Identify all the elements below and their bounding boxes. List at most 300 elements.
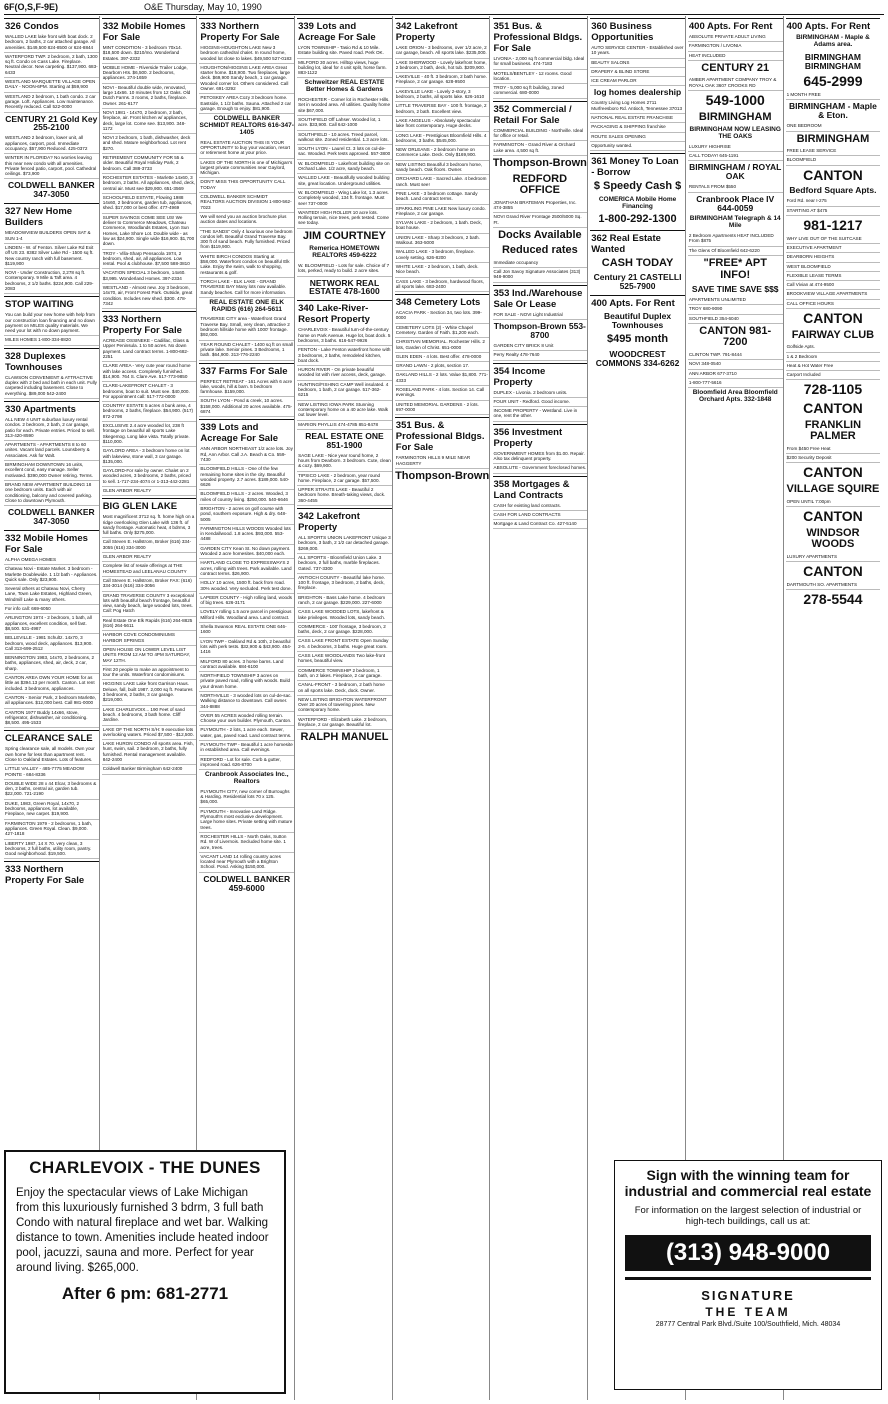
classified-ad: REAL ESTATE ONE 851-1900: [305, 430, 384, 450]
classified-ad: Cranbrook Associates Inc., Realtors: [204, 771, 289, 786]
classified-ad: ABSOLUTE PRIVATE ADULT LIVING: [688, 33, 783, 42]
classified-ad: CEMETERY LOTS (2) - White Chapel Cemetery. Garden of Faith. $1,200 each.: [395, 324, 490, 339]
classified-ad: WESTLAND MARQUETTE VILLAGE OPEN DAILY - NOON-6PM. Starting at $59,900: [4, 78, 99, 93]
classified-ad: NEW LISTING BRIGHTON WATERFRONT Over 20 acres of towering pines. New contemporary home.: [297, 696, 392, 716]
classified-ad: You can build your new home with help from our construction loan financing and no down payment on MILES quality materials. We need your lot with no down payment.: [4, 311, 99, 336]
classified-ad: JIM COURTNEY: [302, 229, 386, 242]
classified-ad: FREE LEASE SERVICE: [786, 147, 881, 156]
classified-ad: LINDEN - W. of Fenton. Silver Lake Rd Exit off US 23. 8382 Silver Lake Rd - 1500 sq ft. New country ranch with full basement. $119,900: [4, 244, 99, 269]
classified-ad: BRIGHTON - Bass Lake home. 4 bedroom ranch, 2 car garage. $229,000. 227-6000: [297, 594, 392, 609]
classified-ad: SAVE TIME SAVE $$$: [691, 284, 779, 295]
classified-ad: Bedford Square Apts.: [789, 185, 877, 196]
classified-ad: LAKE OF THE NORTH S/H: 9 executive lots overlooking waters. Priced $7,500 - $12,500.: [102, 726, 197, 741]
classified-ad: The Glens Of Bloomfield 642-6220: [688, 247, 783, 256]
classified-ad: Mortgage & Land Contract Co. 427-5140: [493, 520, 588, 529]
classified-ad: Beautiful Duplex Townhouses: [604, 311, 672, 331]
classified-ad: Complete list of resale offerings at THE HOMESTEAD and LEELANAU COUNTY: [102, 562, 197, 577]
classified-ad: COUNTRY ESTATE 5 acres 4 bunk area, 4 bedrooms, 2 baths, fireplace. $54,900. (517) 872-2798: [102, 402, 197, 422]
classified-ad: CHARLEVOIX - Beautiful turn-of-the-century home on Park Avenue. Huge lot, boat dock. 5 bedrooms, 3 baths. 616-547-9926: [297, 326, 392, 346]
classified-ad: CANTON: [803, 464, 863, 481]
classified-ad: WESTLAND - Almost new. Joy 3 bedroom, 14x70, air, Front Forest Park. Outside, great condition. Includes new shed. $300. 478-7342: [102, 284, 197, 309]
classified-ad: HIGGINS-HOUGHTON LAKE New 3 bedroom cathedral chalet. In round home, wooded lot close to lakes. $49,500 527-0183: [199, 44, 294, 64]
classified-ad: CASS LAKE - 3 bedroom, hardwood floors, all sports lake. 683-2400: [395, 278, 490, 293]
classified-ad: ROCHESTER - Corner lot in Rochester Hills. Set in wooded area. All utilities. Quality home site $67,000.: [297, 96, 392, 116]
classified-ad: HARBOR COVE CONDOMINIUMS HARBOR SPRINGS: [102, 631, 197, 646]
classified-ad: $495 month: [606, 333, 669, 346]
classified-ad: GRAND TRAVERSE COUNTY 3 exceptional lots with beautiful beach frontage, beautiful view, sandy beach, large wooded lots, trees. Call: Pog Hatch: [102, 592, 197, 617]
classified-ad: WANTED! HIGH ROLLER 10 acre lots. Rolling terrain, nice trees, perk tested. Come see today.: [297, 209, 392, 229]
classified-ad: GOVERNMENT HOMES from $1.00. Repair. Also tax delinquent property.: [493, 450, 588, 465]
classified-ad: GAYLORD-For sale by owner. Chalet on 2 wooded acres, 3 bedrooms, 2 baths, priced to sell. 1-717-234-4074 or 1-313-442-2281: [102, 467, 197, 487]
classified-ad: WEST BLOOMFIELD: [786, 263, 881, 272]
classified-ad: TRAVERSE CITY area - Waterfront Grand Traverse Bay. Small, very clean, attractive 2 bedroom hillside home with 1000' frontage. $92,000.: [199, 315, 294, 340]
classified-ad: FOUR UNIT - Redford. Good income.: [493, 398, 588, 407]
classified-ad: BRAND NEW APARTMENT BUILDING 18 one bedroom units. Each with air conditioning, balcony and covered parking. Close to downtown Plymouth.: [4, 481, 99, 506]
classified-ad: 1-800-292-1300: [598, 213, 677, 226]
classified-ad: FENTON - Lake Fenton waterfront home with 3 bedrooms, 2 baths, remodeled kitchen, boat dock.: [297, 346, 392, 366]
classified-ad: Cranbrook Place IV 644-0059: [696, 193, 775, 213]
classified-ad: SCHOOLFIELD ESTATE, Flowing 1988 14x60, 2 bedrooms, garden tub, appliances, shed. $17,000 or best offer. 477-4969: [102, 194, 197, 214]
classified-ad: GRAND LAWN - 2 plots, section 17.: [395, 362, 490, 371]
signature-display-ad: [614, 1160, 882, 1390]
classified-ad: SOUTHFIELD 354-6040: [688, 315, 783, 324]
classified-ad: BIRMINGHAM: [796, 132, 870, 145]
classified-ad: LAKE SHERWOOD - Lovely lakefront home, 2 bedroom, 2 bath, deck, hot tub. $209,900.: [395, 59, 490, 74]
section-heading: 400 Apts. For Rent: [590, 295, 685, 310]
classified-ad: LITTLE TRAVERSE BAY - 100 ft. frontage, 2 bedroom, 2 bath. Excellent view.: [395, 102, 490, 117]
classified-ad: NATIONAL REAL ESTATE FRANCHISE: [590, 114, 685, 123]
classified-ad: BIRMINGHAM DOWNTOWN 16 units, excellent cond, easy manage. Seller motivated. $390,000 Owner retiring. Terms.: [4, 461, 99, 481]
classified-ad: COLDWELL BANKER SCHMIDT REALTORS 616-347-1405: [199, 115, 294, 136]
classified-ad: LAKE CHARLEVOIX... 190 Feet of sand beach. 4 bedrooms, 3 bath home. Cliff Jardine.: [102, 706, 197, 726]
classified-ad: Coldwell Banker Birmingham 642-2400: [102, 765, 197, 774]
classified-ad: CANTON - Senior Park, 2 bedroom Marlette, all appliances. $12,000 best. Call 981-0000: [4, 694, 99, 709]
charlevoix-body: Enjoy the spectacular views of Lake Michigan from this luxuriously furnished 3 bdrm, 3 full bath Condo with natural fireplace and wet bar. Walking distance to town. Amenities include heated indoor pool, jacuzzi, sauna and more. Perfect for year around living. $265,000.: [16, 1187, 269, 1274]
classified-ad: Docks Available: [498, 228, 582, 241]
classified-ad: 1 & 2 Bedroom: [786, 353, 881, 362]
classified-ad: LONG LAKE - Prestigious Bloomfield Hills. 4 bedrooms, 3 baths. $545,000.: [395, 132, 490, 147]
classified-ad: STARTING AT $475: [786, 207, 881, 216]
classified-ad: WALLED LAKE - Beautifully wooded building site, great location. Underground utilities.: [297, 174, 392, 189]
classified-ad: PERFECT RETREAT - 161 Acres with 6 acre lake, woods, hill & barn. 5 bedroom farmhouse. $159,000.: [199, 378, 294, 398]
section-heading: 328 Duplexes Townhouses: [4, 348, 99, 374]
classified-ad: BIRMINGHAM - Maple & Eton.: [789, 101, 877, 121]
classified-ad: BIRMINGHAM BIRMINGHAM: [804, 51, 862, 71]
classified-ad: VACATION SPECIAL 3 bedroom, 14x60. $3,995. Wonderland Homes. 397-2334: [102, 269, 197, 284]
classified-ad: ALL SPORTS - Bloomfield Union Lake. 3 bedroom, 2 full baths, marble fireplaces. Gated. 737-3300: [297, 554, 392, 574]
section-heading: 351 Bus. & Professional Bldgs. For Sale: [395, 417, 490, 454]
classified-ad: ICE CREAM PARLOR: [590, 77, 685, 86]
classified-ad: VACANT LAND 14 rolling country acres located near Plymouth with a Brighton School. Pond. Asking $150,000.: [199, 853, 294, 873]
section-heading: 356 Investment Property: [493, 424, 588, 450]
classified-ad: PLYMOUTH CITY, new corner of Burroughs & Harding. Residential lots 70 x 125. $65,000.: [199, 788, 294, 808]
classified-ad: Thompson-Brown 553-8700: [493, 321, 586, 340]
classified-ad: Spring clearance sale, all models. Own your own home for less than apartment rent. Close to Oakland Estates. Lots of features.: [4, 745, 99, 765]
classified-ad: JONATHAN BRATEMAN Properties, Inc. 474-3855: [493, 199, 588, 214]
section-heading: 330 Apartments: [4, 401, 99, 416]
charlevoix-phone: After 6 pm: 681-2771: [61, 1284, 229, 1303]
masthead: [4, 2, 884, 15]
classified-ad: BEAUTY SALONS: [590, 59, 685, 68]
classified-ad: Carport Included: [786, 371, 881, 380]
classified-ad: NEW LISTING Beautiful 3 bedroom home, sandy beach. Oak floors. Owner.: [395, 161, 490, 176]
classified-ad: FARMINGTON 1979 - 2 bedrooms, 1 bath, appliances. Green Royal. Clean. $9,000. 427-1818: [4, 820, 99, 840]
classified-ad: PACKAGING & SHIPPING franchise: [590, 123, 685, 132]
section-heading: 353 Ind./Warehouse Sale Or Lease: [493, 285, 588, 311]
classified-ad: HARTLAND CLOSE TO EXPRESSWAYS 2 acres, rolling with trees. Park available. Land contract terms. $26,900.: [199, 559, 294, 579]
section-heading: 362 Real Estate Wanted: [590, 230, 685, 256]
classified-ad: MILFORD 30 acres. Hilltop views, huge building lot, ideal for 4 unit split, horse farm. 883-1122: [297, 59, 392, 79]
classified-ad: WINTER IN FLORIDA? No worries leaving this near new condo with all amenities. Private fenced patio, carport, pool. Cathedral ceilings. $73,900: [4, 154, 99, 179]
classified-ad: Country Living Log Homes 2711 Murfreesboro Rd. Antioch, Tennessee 37013: [590, 99, 685, 114]
classified-ad: Call Jon Savoy Signature Associates (313) 948-9000: [493, 268, 588, 283]
classified-ad: COLDWELL BANKER 347-3050: [7, 180, 95, 200]
classified-ad: CANTON: [803, 508, 863, 525]
classified-ad: DRAPERY & BLIND STORE: [590, 68, 685, 77]
sign-rule: [625, 1277, 871, 1280]
section-code: 6F(O,S,F-9E): [4, 2, 59, 12]
classified-ad: Call Steven E. Hallstrom, Broker FAX: (616) 334-3014 (616) 334-3056: [102, 577, 197, 592]
classified-ad: GAYLORD AREA - 3 bedroom home on lot with lakeview, stone wall, 3 car garage. $135,000.: [102, 447, 197, 467]
classified-ad: Most magnificent 3712 sq. ft. home high on a ridge overlooking Glen Lake with 136 ft. of sandy frontage. Automatic heat, 4 bdrms, 3 full baths. Only $275,000.: [102, 513, 197, 538]
classified-ad: Real Estate One Elk Rapids (616) 264-8825 (616) 264-5611: [102, 617, 197, 632]
classified-ad: GARDEN CITY Kean St. No down payment. Wooded 2 acre homesites. $40,000 each.: [199, 545, 294, 560]
classified-ad: GLEN ARBOR REALTY: [102, 553, 197, 562]
section-heading: 327 New Home Builders: [4, 203, 99, 229]
classified-ad: Shella Swanson REAL ESTATE ONE 646-1600: [199, 623, 294, 638]
sign-team: THE TEAM: [705, 1305, 791, 1319]
classified-ad: PLYMOUTH - 2 lots, 1 acre each. Sewer, water, gas, paved road. Land contract terms.: [199, 726, 294, 741]
classified-ad: TROY 680-9090: [688, 305, 783, 314]
classified-ad: Opportunity wanted.: [590, 142, 685, 151]
paper-date: O&E Thursday, May 10, 1990: [144, 2, 262, 12]
classified-ad: MEADOWVIEW BUILDERS OPEN SAT & SUN 1-4: [4, 229, 99, 244]
classified-ad: CASH FOR LAND CONTRACTS: [493, 511, 588, 520]
classified-ad: 549-1000: [705, 92, 765, 109]
classified-ad: BIRMINGHAM Telegraph & 14 Mile: [689, 215, 781, 230]
classified-ad: REAL ESTATE AUCTION THIS IS YOUR OPPORTUNITY to buy your vacation, resort or retirement home at your price.: [199, 139, 294, 159]
classified-ad: LUXURY APARTMENTS: [786, 553, 881, 562]
classified-ad: SOUTHFIELD Off Lahser. Wooded lot, 1 acre. $33,900. Call 642-1000: [297, 116, 392, 131]
classified-ad: WOODCREST COMMONS 334-6262: [595, 348, 680, 368]
classified-ad: BLOOMFIELD HILLS - 2 acres. Wooded, 3 miles of country living. $250,000. 540-6646: [199, 490, 294, 505]
column-6: [493, 16, 589, 1400]
classified-ad: ANN ARBOR NORTHEAST 1/2 acre lots. Joy Rd, Ann Arbor. Call J.A. Beach & Co. 559-7430: [199, 445, 294, 465]
section-heading: 400 Apts. For Rent: [688, 18, 783, 33]
section-heading: 333 Northern Property For Sale: [199, 18, 294, 44]
classified-ad: ARLINGTON 1974 - 2 bedroom, 1 bath, all appliances, excellent condition, sell fast. $8,500. 531-4987: [4, 614, 99, 634]
classified-ad: AMBER APARTMENT COMPANY TROY & ROYAL OAK 3607 CROOKS RD: [688, 76, 783, 91]
classified-ad: ROUTE SALES OPENING: [590, 133, 685, 142]
classified-ad: BELLEVILLE - 1981 Schultz. 14x70, 3 bedroom, wood deck, appliances. $13,900. Call 313-699-2512: [4, 634, 99, 654]
classified-ad: CANTON: [803, 166, 863, 183]
classified-ad: ABSOLUTE - Government foreclosed homes.: [493, 464, 588, 473]
classified-ad: CANAL-FRONT - 3 bedroom, 2 bath home on all sports lake. Deck, dock. Owner.: [297, 681, 392, 696]
signature-logo: SIGNATURE: [701, 1288, 795, 1303]
classified-ad: DUKE, 1983, Green Royal, 14x70, 2 bedrooms, appliances, lot available, Fireplace, new carpet. $19,900.: [4, 800, 99, 820]
section-heading: 342 Lakefront Property: [395, 18, 490, 44]
sign-headline: Sign with the winning team for industrial and commercial real estate: [624, 1167, 872, 1199]
classified-ad: BLOOMFIELD: [786, 156, 881, 165]
charlevoix-display-ad: [4, 1150, 286, 1394]
classified-ad: HURON RIVER - On private beautiful wooded lot with river access, deck, garage.: [297, 366, 392, 381]
charlevoix-title: CHARLEVOIX - THE DUNES: [29, 1158, 261, 1177]
classified-ad: LAKEVILLE LAKE - Lovely 2-story, 3 bedroom, 2 baths, all sports lake. 626-1610: [395, 88, 490, 103]
section-heading: 354 Income Property: [493, 363, 588, 389]
classified-ad: WALLED LAKE lake front with boat dock. 2 bedroom, 2 baths, 2 car attached garage. All amenities. $149,500 824-8500 or 624-8844: [4, 33, 99, 53]
classified-ad: CENTURY 21: [701, 61, 770, 74]
classified-ad: CALL OFFICE HOURS: [786, 300, 881, 309]
classified-ad: SOUTH LYON - Pond & creek, 10 acres. $158,000. Additional 20 acres available. 475-6874: [199, 397, 294, 417]
classified-ad: BENNINGTON 1983, 14x70, 2 bedrooms, 2 baths, appliances, shed, air, deck, 2 car, sharp.: [4, 654, 99, 674]
section-heading: 340 Lake-River-Resort Property: [297, 300, 392, 326]
classified-ad: COMMERCE TOWNSHIP 2 bedroom, 1 bath, on 2 lakes. Fireplace, 2 car garage.: [297, 667, 392, 682]
classified-ad: EXCLUSIVE 2.4 acre wooded lot, 238 ft frontage on beautiful all sports Lake Skegemog. Long lake vista. Totally private. $110,000.: [102, 422, 197, 447]
classified-ad: DEARBORN HEIGHTS: [786, 253, 881, 262]
classified-ad: UNION LAKE - Sharp 3 bedroom, 2 bath. Walkout. 363-5000: [395, 234, 490, 249]
classified-ad: AUTO SERVICE CENTER - Established over 10 years.: [590, 44, 685, 59]
classified-ad: WALLED LAKE - 3 bedroom, fireplace. Lovely setting. 626-8200: [395, 248, 490, 263]
classified-ad: REDFORD OFFICE: [512, 172, 568, 197]
classified-ad: LYON TWP - Oakland Rd & 10th, 2 beautiful lots with perk tests. $32,900 & $43,900. 454-1416: [199, 638, 294, 658]
classified-ad: TROY - Villa-Sharp Pensacola 1974, 2 bedroom, shed, air, all appliances. Low rental. Pool & clubhouse. $7,500 588-3810: [102, 250, 197, 270]
classified-ad: Ford Rd. near I-275: [786, 197, 881, 206]
classified-ad: $ Speedy Cash $: [593, 180, 682, 193]
classified-ad: Golfside Apts.: [786, 343, 881, 352]
classified-ad: TROY - 5,000 sq ft building, zoned commercial. 680-0000: [493, 84, 588, 99]
classified-ad: BIRMINGHAM NOW LEASING THE OAKS: [689, 126, 781, 141]
section-heading: 342 Lakefront Property: [297, 508, 392, 534]
classified-ad: 728-1105: [803, 381, 863, 398]
classified-ad: DUPLEX - Livonia. 2 bedroom units.: [493, 389, 588, 398]
classified-ad: 1-800-777-5616: [688, 379, 783, 388]
classified-ad: REDFORD - Lot for sale. Curb & gutter, improved road. 626-8700: [199, 756, 294, 771]
column-5: [395, 16, 491, 1400]
classified-ad: OVER 55 ACRES wooded rolling terrain. Choose your own builder. Plymouth, Canton.: [199, 712, 294, 727]
classified-ad: LYON TOWNSHIP - Tasio Rd & 10 Mile. Estate building site. Paved road. Perk OK.: [297, 44, 392, 59]
section-heading: 332 Mobile Homes For Sale: [4, 530, 99, 556]
classified-ad: ROSELAND PARK - 4 lots. Section 14. Call evenings.: [395, 386, 490, 401]
classified-ad: DON'T MISS THIS OPPORTUNITY CALL TODAY: [199, 178, 294, 193]
classified-ad: NOVI - Under Construction, 2,278 sq ft. Contemporary. 9 Mile & Taft area. 4 bedrooms, 2 1/2 baths. $224,900. Call 229-2083: [4, 269, 99, 294]
classified-ad: COLDWELL BANKER 347-3050: [7, 507, 95, 527]
classified-ad: OPEN HOUSE ON LOWER LEVEL LIST UNITS FROM 12 AM TO 4PM SATURDAY, MAY 12TH.: [102, 646, 197, 666]
classified-ad: WESTLAND 2 bedroom, lower unit, all appliances, carport, pool. Immediate occupancy. $57,900 Reduced. 425-0372: [4, 134, 99, 154]
classified-ad: ACREAGE OSSINEKE - Cadillac, Glass & Upper Peninsula. 1 to 50 acres. No down payment. Land contract terms. 1-800-682-2251: [102, 337, 197, 362]
classified-ad: GARDEN CITY BRICK 8 Unit: [493, 342, 588, 351]
classified-ad: HOLLY 10 acres, 1500 ft. back from road. 30% wooded. Very secluded. Perk test done.: [199, 579, 294, 594]
classified-ad: WINDSOR WOODS: [806, 526, 860, 551]
classified-ad: W. BLOOMFIELD - Lakefront building site on Orchard Lake. 1/2 acre, sandy beach.: [297, 160, 392, 175]
classified-ad: ANN ARBOR 677-3710: [688, 370, 783, 379]
classified-ad: BIRMINGHAM: [698, 110, 772, 123]
classified-ad: NORTHFIELD TOWNSHIP 3 acres on private paved road, rolling with woods. Build your dream home.: [199, 672, 294, 692]
classified-ad: SOUTH LYON - Laurel Ct. 3 lots on cul-de-sac. Wooded. Perk tests approved. 557-3800: [297, 145, 392, 160]
classified-ad: ORCHARD LAKE - Sacred Lake. 4 bedroom ranch. Must see!: [395, 175, 490, 190]
classified-ad: NOVI 348-0540: [688, 360, 783, 369]
classified-ad: LOVELY rolling 1.5 acre parcel in prestigious Milford Hills. Woodland area. Land contract.: [199, 608, 294, 623]
classified-ad: 981-1217: [803, 216, 863, 233]
classified-ad: NEW ORLEANS - 2 bedroom home on Commerce Lake. Deck. Only $169,900.: [395, 146, 490, 161]
classified-ad: We will send you an auction brochure plus auction dates and locations.: [199, 213, 294, 228]
classified-ad: HIGGINS LAKE Lake front Garrison Haus. Deluxe, fall, built 1987. 2,000 sq ft. Features 3 bedrooms, 2 baths, 3 car garage. $219,000.: [102, 680, 197, 705]
classified-ad: "FREE* APT INFO!: [703, 256, 767, 281]
classified-ad: LAKE ANGELUS - Absolutely spectacular lake front contemporary. Huge decks.: [395, 117, 490, 132]
classified-ad: ONE BEDROOM: [786, 122, 881, 131]
classified-ad: CANTON: [803, 310, 863, 326]
classified-ad: CENTURY 21 Gold Key 255-2100: [5, 113, 98, 133]
classified-ad: TORCH LAKE - ELK LAKE - GRAND TRAVERSE BAY Many lots now available. Sandy beaches. Call for more information.: [199, 278, 294, 298]
classified-ad: CASH for existing land contracts.: [493, 502, 588, 511]
section-heading: 348 Cemetery Lots: [395, 294, 490, 309]
classified-ad: ACACIA PARK - Section 34, two lots. 399-0000: [395, 309, 490, 324]
classified-ad: CASS LAKE FRONT ESTATE Open Sunday 2-5. 4 bedrooms, 3 baths. Huge great room.: [297, 637, 392, 652]
classified-ad: W. BLOOMFIELD - Wing Lake lot, 1.3 acres. Completely wooded, 134 ft. frontage. Must see! 737-0000: [297, 189, 392, 209]
classified-ad: CALL TODAY! 645-1191: [688, 152, 783, 161]
classified-ad: $200 Security Deposit: [786, 454, 881, 463]
classified-ad: NORTHVILLE - 3 wooded lots on cul-de-sac. Walking distance to downtown. Call owner. 344-8888: [199, 692, 294, 712]
classified-ad: MILFORD 80 acres. 3 horse barns. Land contract available. 684-6100: [199, 658, 294, 673]
classified-ad: CANTON: [803, 563, 863, 580]
classified-ad: APARTMENTS UNLIMITED: [688, 296, 783, 305]
classified-ad: "THE SANDS" Only 4 luxurious one bedroom condos left. Beautiful Grand Traverse Bay. 300 ft of sand beach. Fully furnished. Priced from $119,900.: [199, 228, 294, 253]
section-heading: 339 Lots and Acreage For Sale: [199, 419, 294, 445]
section-heading: 339 Lots and Acreage For Sale: [297, 18, 392, 44]
classified-ad: YEAR ROUND CHALET - 1400 sq ft on small private lake. Senior pines. 3 Bedrooms, 1 bath. $64,900. 313-776-2240: [199, 341, 294, 361]
section-heading: 352 Commercial / Retail For Sale: [493, 101, 588, 127]
classified-ad: FARMINGTON HILLS 9 MILE NEAR HAGGERTY: [395, 454, 490, 469]
classified-ad: W. BLOOMFIELD - Lots for sale. Choice of 7 lots, perked, ready to build. 2 acre sites.: [297, 262, 392, 277]
classified-ad: WATERFORD - Elizabeth Lake. 2 bedroom, fireplace, 2 car garage. Beautiful lot.: [297, 716, 392, 731]
classified-ad: NETWORK REAL ESTATE 478-1600: [309, 277, 380, 297]
classified-ad: BIRMINGHAM - Maple & Adams area.: [796, 34, 870, 48]
classified-ad: COMMERCE - 100' frontage, 3 bedroom, 2 baths, deck, 2 car garage. $228,000.: [297, 623, 392, 638]
section-heading: 351 Bus. & Professional Bldgs. For Sale: [493, 18, 588, 55]
classified-ad: CLINTON TWP. 791-8444: [688, 351, 783, 360]
classified-ad: NOVI 2 bedroom, 1 bath, dishwasher, deck and shed. Mature neighborhood. Lot rent $270.: [102, 134, 197, 154]
classified-ad: UPPER STRAITS LAKE - Beautiful 2 bedroom home. Breath-taking views, dock. 360-4455: [297, 486, 392, 506]
classified-ad: Call Steven E. Hallstrom, Broker (616) 334-3055 (616) 334-3000: [102, 538, 197, 553]
classified-ad: MINT CONDITION - 3 bedroom 70x14. $18,500 down. $210/mo. Wonderland Estates. 397-2332: [102, 44, 197, 64]
classified-ad: FRANKLIN PALMER: [804, 418, 862, 443]
classified-ad: LAPEER COUNTY - High rolling land, woods of big trees. 626-3171: [199, 594, 294, 609]
classified-ad: log homes dealership: [593, 87, 682, 98]
classified-ad: LUXURY HIGHRISE: [688, 143, 783, 152]
sign-phone: (313) 948-9000: [625, 1235, 871, 1271]
classified-ad: 2 Bedroom Apartments HEAT INCLUDED From $875: [688, 232, 783, 247]
classified-ad: FARMINGTON HILLS WOODS Wooded lots in Kendallwood. 1.8 acres. $93,000. 553-4488: [199, 525, 294, 545]
classified-ad: ANTIOCH COUNTY - Beautiful lake home. 100 ft. frontage, 3 bedroom, 2 baths, deck, fireplace.: [297, 574, 392, 594]
classified-ad: CANTON: [803, 400, 863, 417]
classified-ad: ALL SPORTS UNION LAKEFRONT Unique 3 bedroom, 3 bath, 2 1/2 car detached garage. $269,000.: [297, 534, 392, 554]
classified-ad: NOVI 1981 - 14x70, 2 bedroom, 2 bath, fireplace, air. Front kitchen w/ appliances, deck, large lot. Come see. $13,900. 348-1172: [102, 109, 197, 134]
classified-ad: WHY LIVE OUT OF THE SUITCASE: [786, 235, 881, 244]
classified-ad: LAKE HURON CONDO All sports area. Fish, hunt, swim, sail. 2 bedroom, 2 baths, fully furnished. Rental management available. 842-2400: [102, 740, 197, 765]
classified-ad: Chateau Novi - Estate Market. 3 bedroom - Marlette Doublewide. 1 1/2 bath - Appliances. Quick sale. Only $23,900.: [4, 565, 99, 585]
classified-ad: VILLAGE SQUIRE: [786, 483, 880, 496]
classified-ad: RETIREMENT COMMUNITY FOR 55 & older. Beautiful Royal Holiday Park, 2 bedroom. Call 388-3733: [102, 154, 197, 174]
classified-ad: MARION PHYLLIS 474-4785 851-8478: [297, 421, 392, 430]
classified-ad: PETOSKEY AREA Cozy 3 bedroom home. Eastside, 1 1/2 baths. Sauna. Attached 2 car garage. Enough to enjoy. $81,900.: [199, 94, 294, 114]
section-heading: 361 Money To Loan - Borrow: [590, 153, 685, 179]
classified-ad: SPARKLING PINE LAKE New luxury condo. Fireplace, 2 car garage.: [395, 205, 490, 220]
classified-ad: NOVI - Beautiful double wide, renovated, large 14x66. 10 minutes from 12 Oaks. Old Dutch Farms. 3 rooms, 2 baths, fireplace. Owner. 261-6177: [102, 84, 197, 109]
section-heading: BIG GLEN LAKE: [102, 498, 197, 513]
classified-ad: PINE LAKE - 3 bedroom cottage. Sandy beach. Land contract terms.: [395, 190, 490, 205]
classified-ad: TIPSICO LAKE - 2 bedroom, year round home. Fireplace, 2 car garage. $57,500.: [297, 472, 392, 487]
classified-ad: CLARE-LAKEFRONT CHALET - 3 bedrooms, boat to suit. Must see. $40,000. For appointment call: 517-772-0000: [102, 382, 197, 402]
classified-ad: MOTELS/BENTLEY - 12 rooms. Good location.: [493, 70, 588, 85]
classified-ad: SAGE LAKE - Nice year round home, 2 hours from Dearborn. 3 bedroom. Cute, clean & cozy. $69,900.: [297, 452, 392, 472]
classified-ad: CANTON AREA OWN YOUR HOME for as little as $394.13 per month. Canton. Lot rent included. 3 bedrooms, appliances.: [4, 674, 99, 694]
classified-ad: CANTON 1977 Buddy 14x66, stove, refrigerator, dishwasher, air conditioning. $8,500. 495-1533: [4, 709, 99, 729]
classified-ad: PLYMOUTH TWP - Beautiful 1 acre homesite in established area. Call evenings.: [199, 741, 294, 756]
classified-ad: Several others at Chateau Novi, Cherry Lane, Town Lake Estates, Highland Green, Windmill Lake & many others.: [4, 585, 99, 605]
classified-ad: WATERFORD TWP. 2 bedroom, 2 bath, 1300 sq ft. Condo on Cass Lake. Fireplace. Neutral decor. New carpeting. $137,900. 683-6433: [4, 53, 99, 78]
classified-ad: LAKE ORION - 3 bedrooms, over 1/2 acre, 2 car garage, beach. All sports lake. $235,000.: [395, 44, 490, 59]
classified-ad: RENTALS FROM $550: [688, 183, 783, 192]
classified-ad: For info call: 669-6050: [4, 605, 99, 614]
classified-ad: WHITE LAKE - 2 bedroom, 1 bath, deck. Nice beach.: [395, 263, 490, 278]
classified-ad: ALL NEW 4 UNIT suburban luxury rental condos. 2 bedroom, 2 bath, 2 car garage, patio for each. Private entries. Priced to sell. 313-420-8590: [4, 416, 99, 441]
classified-ad: Thompson-Brown: [492, 156, 587, 169]
classified-ad: CANTON 981-7200: [699, 324, 772, 349]
classified-ad: COLDWELL BANKER 459-6000: [203, 873, 291, 893]
classified-ad: LAKES OF THE NORTH is one of Michigan's largest private communities near Gaylord, Michigan.: [199, 159, 294, 179]
classified-ad: Perry Realty 478-7640: [493, 351, 588, 360]
classified-ad: UNITED MEMORIAL GARDENS - 2 lots. 697-0000: [395, 401, 490, 416]
classified-ad: Thompson-Brown: [395, 469, 490, 482]
classified-ad: PLYMOUTH - Innovative Land Ridge. Plymouth's most exclusive development. Large home sites. Private setting with mature trees.: [199, 808, 294, 833]
classified-ad: CASH TODAY: [601, 256, 674, 269]
classified-ad: DOUBLE WIDE 28 x 44 Elcar, 3 bedrooms & den, 2 baths, central air, garden tub. $22,000. 721-2190: [4, 780, 99, 800]
classified-ad: CLAWSON CONVENIENT & ATTRACTIVE duplex with 2 bed and bath in each unit. Fully carpeted including basement. Close to everything. $89,000 542-2400: [4, 374, 99, 399]
classified-ad: Century 21 CASTELLI 525-7900: [593, 272, 682, 292]
classified-ad: ROCHESTER ESTATES - Marlette 14x60, 3 bedroom, 2 baths. All appliances, shed, deck, central air. Must see $29,900. 651-3569: [102, 174, 197, 194]
classified-ad: Remerica HOMETOWN REALTORS 459-6222: [309, 245, 380, 260]
classified-ad: FLEXIBLE LEASE TERMS: [786, 272, 881, 281]
classified-ad: FARMINGTON - Grand River & Orchard Lake area. 4,500 sq ft.: [493, 141, 588, 156]
classified-ad: Immediate occupancy: [493, 259, 588, 268]
classified-ad: LAKEVILLE - 40 ft. 3 bedroom, 2 bath home. Fireplace, 2 car garage. 628-9500: [395, 73, 490, 88]
classified-ad: From $450 Free Heat: [786, 445, 881, 454]
classified-ad: MILES HOMES 1-800-334-8820: [4, 336, 99, 345]
sign-subline: For information on the largest selection of industrial or high-tech buildings, call us at:: [634, 1205, 862, 1227]
section-heading: 400 Apts. For Rent: [786, 18, 881, 33]
classified-ad: LIVONIA - 2,000 sq ft commercial bldg. Ideal for small business. 474-7183: [493, 55, 588, 70]
section-heading: CLEARANCE SALE: [4, 730, 99, 745]
classified-ad: WHITE BIRCH CONDOS Starting at $58,000. Waterfront condos on beautiful Elk Lake. Enjoy the swim, walk to shopping, restaurants & golf.: [199, 253, 294, 278]
classified-ad: HEAT INCLUDED: [688, 52, 783, 61]
classified-ad: Bloomfield Area Bloomfield Orchard Apts. 332-1848: [692, 389, 778, 403]
classified-ad: Call Vivian at 474-9500: [786, 281, 881, 290]
classified-ad: 1 MONTH FREE: [786, 91, 881, 100]
classified-ad: COMMERCIAL BUILDING - Northville. Ideal for office or retail.: [493, 127, 588, 142]
classified-ad: HOUGHTON/HIGGINS LAKE AREA Great starter home. $18,900. Two fireplaces, large deck. $69,900 Sandy beach, 1 car garage. Wooded corner lot. Others considered. Call Owner. 691-3292: [199, 64, 294, 94]
section-heading: 358 Mortgages & Land Contracts: [493, 476, 588, 502]
classified-ad: GLEN EDEN - 4 lots. Best offer. 478-0000: [395, 353, 490, 362]
classified-ad: BRIGHTON - 2 acres on golf course with pond, southern exposure. High & dry. 648-5005: [199, 505, 294, 525]
section-heading: 337 Farms For Sale: [199, 363, 294, 378]
sign-address: 28777 Central Park Blvd./Suite 100/Southfield, Mich. 48034: [655, 1321, 841, 1328]
classified-ad: WESTLAND 2 bedroom, 1 bath condo. 2 car garage. Loft. Appliances. Low maintenance. Recently reduced. Call 522-0000: [4, 93, 99, 113]
classified-ad: INCOME PROPERTY - Westland. Live in one, rent the other.: [493, 407, 588, 422]
section-heading: 332 Mobile Homes For Sale: [102, 18, 197, 44]
classified-ad: SOUTHFIELD - 10 acres. Treed parcel, walkout site. Zoned residential. 1.3 acre lots.: [297, 131, 392, 146]
classified-ad: GLEN ARBOR REALTY: [102, 487, 197, 496]
classified-ad: DARTMOUTH SO. APARTMENTS: [786, 581, 881, 590]
classified-ad: HUNTING/FISHING CAMP Well insulated. 4 bedroom, 1 bath, 2 car garage. 517-362-6215: [297, 381, 392, 401]
